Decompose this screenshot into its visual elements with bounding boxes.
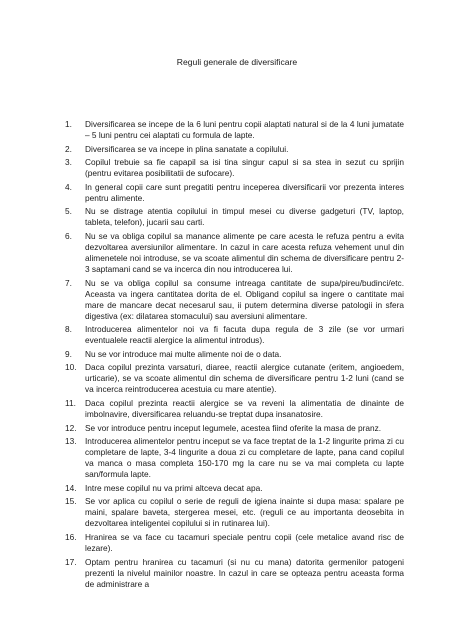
- list-item: [65, 423, 404, 434]
- list-item: [65, 532, 404, 554]
- list-item-text: Nu se va obliga copilul sa consume intreaga cantitate de supa/pireu/budinci/etc. Aceasta va ingera cantitatea dorita de el. Obligand copilul sa ingere o cantitate mai mare de mancare decat necesarul sau, ii putem determina diverse patologii in sfera digestiva (ex: dilatarea stomacului) sau aversiuni alimentare.: [85, 277, 404, 321]
- list-item: [65, 436, 404, 480]
- list-item: [65, 557, 404, 590]
- list-item-text: Diversificarea se incepe de la 6 luni pentru copii alaptati natural si de la 4 luni jumatate – 5 luni pentru cei alaptati cu formula de lapte.: [85, 119, 404, 140]
- list-item-text: Daca copilul prezinta reactii alergice se va reveni la alimentatia de dinainte de imbolnavire, diversificarea reluandu-se treptat dupa insanatosire.: [85, 397, 404, 419]
- list-item-text: Nu se vor introduce mai multe alimente noi de o data.: [85, 348, 282, 359]
- list-item: [65, 398, 404, 420]
- list-item: [65, 496, 404, 529]
- list-item-text: Hranirea se va face cu tacamuri speciale pentru copii (cele metalice avand risc de lezare).: [85, 531, 404, 553]
- list-item-number: 13.: [65, 436, 77, 447]
- list-item: [65, 483, 404, 494]
- list-item-number: 17.: [65, 556, 77, 567]
- list-item-text: Copilul trebuie sa fie capapil sa isi tina singur capul si sa stea in sezut cu sprijin (pentru evitarea posibilitatii de sufocare).: [85, 157, 404, 179]
- list-item-number: 5.: [65, 206, 72, 217]
- list-item-text: In general copii care sunt pregatiti pentru inceperea diversificarii vor prezenta interes pentru alimente.: [85, 181, 404, 203]
- list-item-number: 14.: [65, 482, 77, 493]
- list-item-number: 8.: [65, 324, 72, 335]
- list-item-text: Nu se va obliga copilul sa manance alimente pe care acesta le refuza pentru a evita dezvoltarea aversiunilor alimentare. In cazul in care acesta refuza vehement unul din alimenetele noi introduse, se va scoate alimentul din schema de diversificare pentru 2-3 saptamani cand se va incerca din nou introducerea lui.: [85, 230, 404, 274]
- list-item-text: Optam pentru hranirea cu tacamuri (si nu cu mana) datorita germenilor patogeni prezenti la nivelul mainilor noastre. In cazul in care se opteaza pentru aceasta forma de administrare a: [85, 556, 404, 589]
- list-item-number: 12.: [65, 422, 77, 433]
- list-item: [65, 324, 404, 346]
- list-item-number: 7.: [65, 277, 72, 288]
- list-item-text: Se vor aplica cu copilul o serie de reguli de igiena inainte si dupa masa: spalare pe maini, spalare baveta, stergerea mesei, etc. (reguli ce au importanta deosebita in dezvoltarea inteligentei copilului si in rutinarea lui).: [85, 496, 404, 529]
- list-item-text: Se vor introduce pentru inceput legumele, acestea fiind oferite la masa de pranz.: [85, 422, 382, 433]
- list-item-number: 11.: [65, 397, 76, 408]
- list-item-text: Introducerea alimentelor noi va fi facuta dupa regula de 3 zile (se vor urmari eventualele reactii alergice la alimentul introdus).: [85, 324, 404, 346]
- list-item: [65, 119, 404, 141]
- document-title: Reguli generale de diversificare: [176, 57, 298, 67]
- list-item: [65, 349, 404, 360]
- list-item: [65, 278, 404, 322]
- list-item-number: 15.: [65, 496, 77, 507]
- list-item-number: 2.: [65, 143, 72, 154]
- list-item-number: 9.: [65, 348, 72, 359]
- list-item: [65, 144, 404, 155]
- list-item-number: 6.: [65, 230, 72, 241]
- list-item-text: Diversificarea se va incepe in plina sanatate a copilului.: [85, 143, 289, 154]
- list-item: [65, 362, 404, 395]
- list-item-text: Daca copilul prezinta varsaturi, diaree, reactii alergice cutanate (eritem, angioedem, urticarie), se va scoate alimentul din schema de diversificare pentru 1-2 luni (cand se va incerca reintroducerea acestuia cu mare atentie).: [85, 362, 404, 395]
- list-item-number: 4.: [65, 181, 72, 192]
- rules-list: [65, 119, 404, 592]
- list-item-number: 1.: [65, 119, 72, 129]
- list-item-number: 10.: [65, 362, 77, 373]
- list-item-text: Nu se distrage atentia copilului in timpul mesei cu diverse gadgeturi (TV, laptop, tableta, telefon), jucarii sau carti.: [85, 206, 404, 228]
- list-item-text: Intre mese copilul nu va primi altceva decat apa.: [85, 482, 263, 493]
- list-item: [65, 231, 404, 275]
- list-item-number: 3.: [65, 157, 72, 168]
- list-item: [65, 206, 404, 228]
- list-item: [65, 182, 404, 204]
- list-item-number: 16.: [65, 531, 77, 542]
- list-item-text: Introducerea alimentelor pentru inceput se va face treptat de la 1-2 lingurite prima zi cu completare de lapte, 3-4 lingurite a doua zi cu completare de lapte, pana cand copilul va manca o masa completa 150-170 mg la care nu se va mai completa cu lapte san/formula lapte.: [85, 436, 404, 480]
- list-item: [65, 157, 404, 179]
